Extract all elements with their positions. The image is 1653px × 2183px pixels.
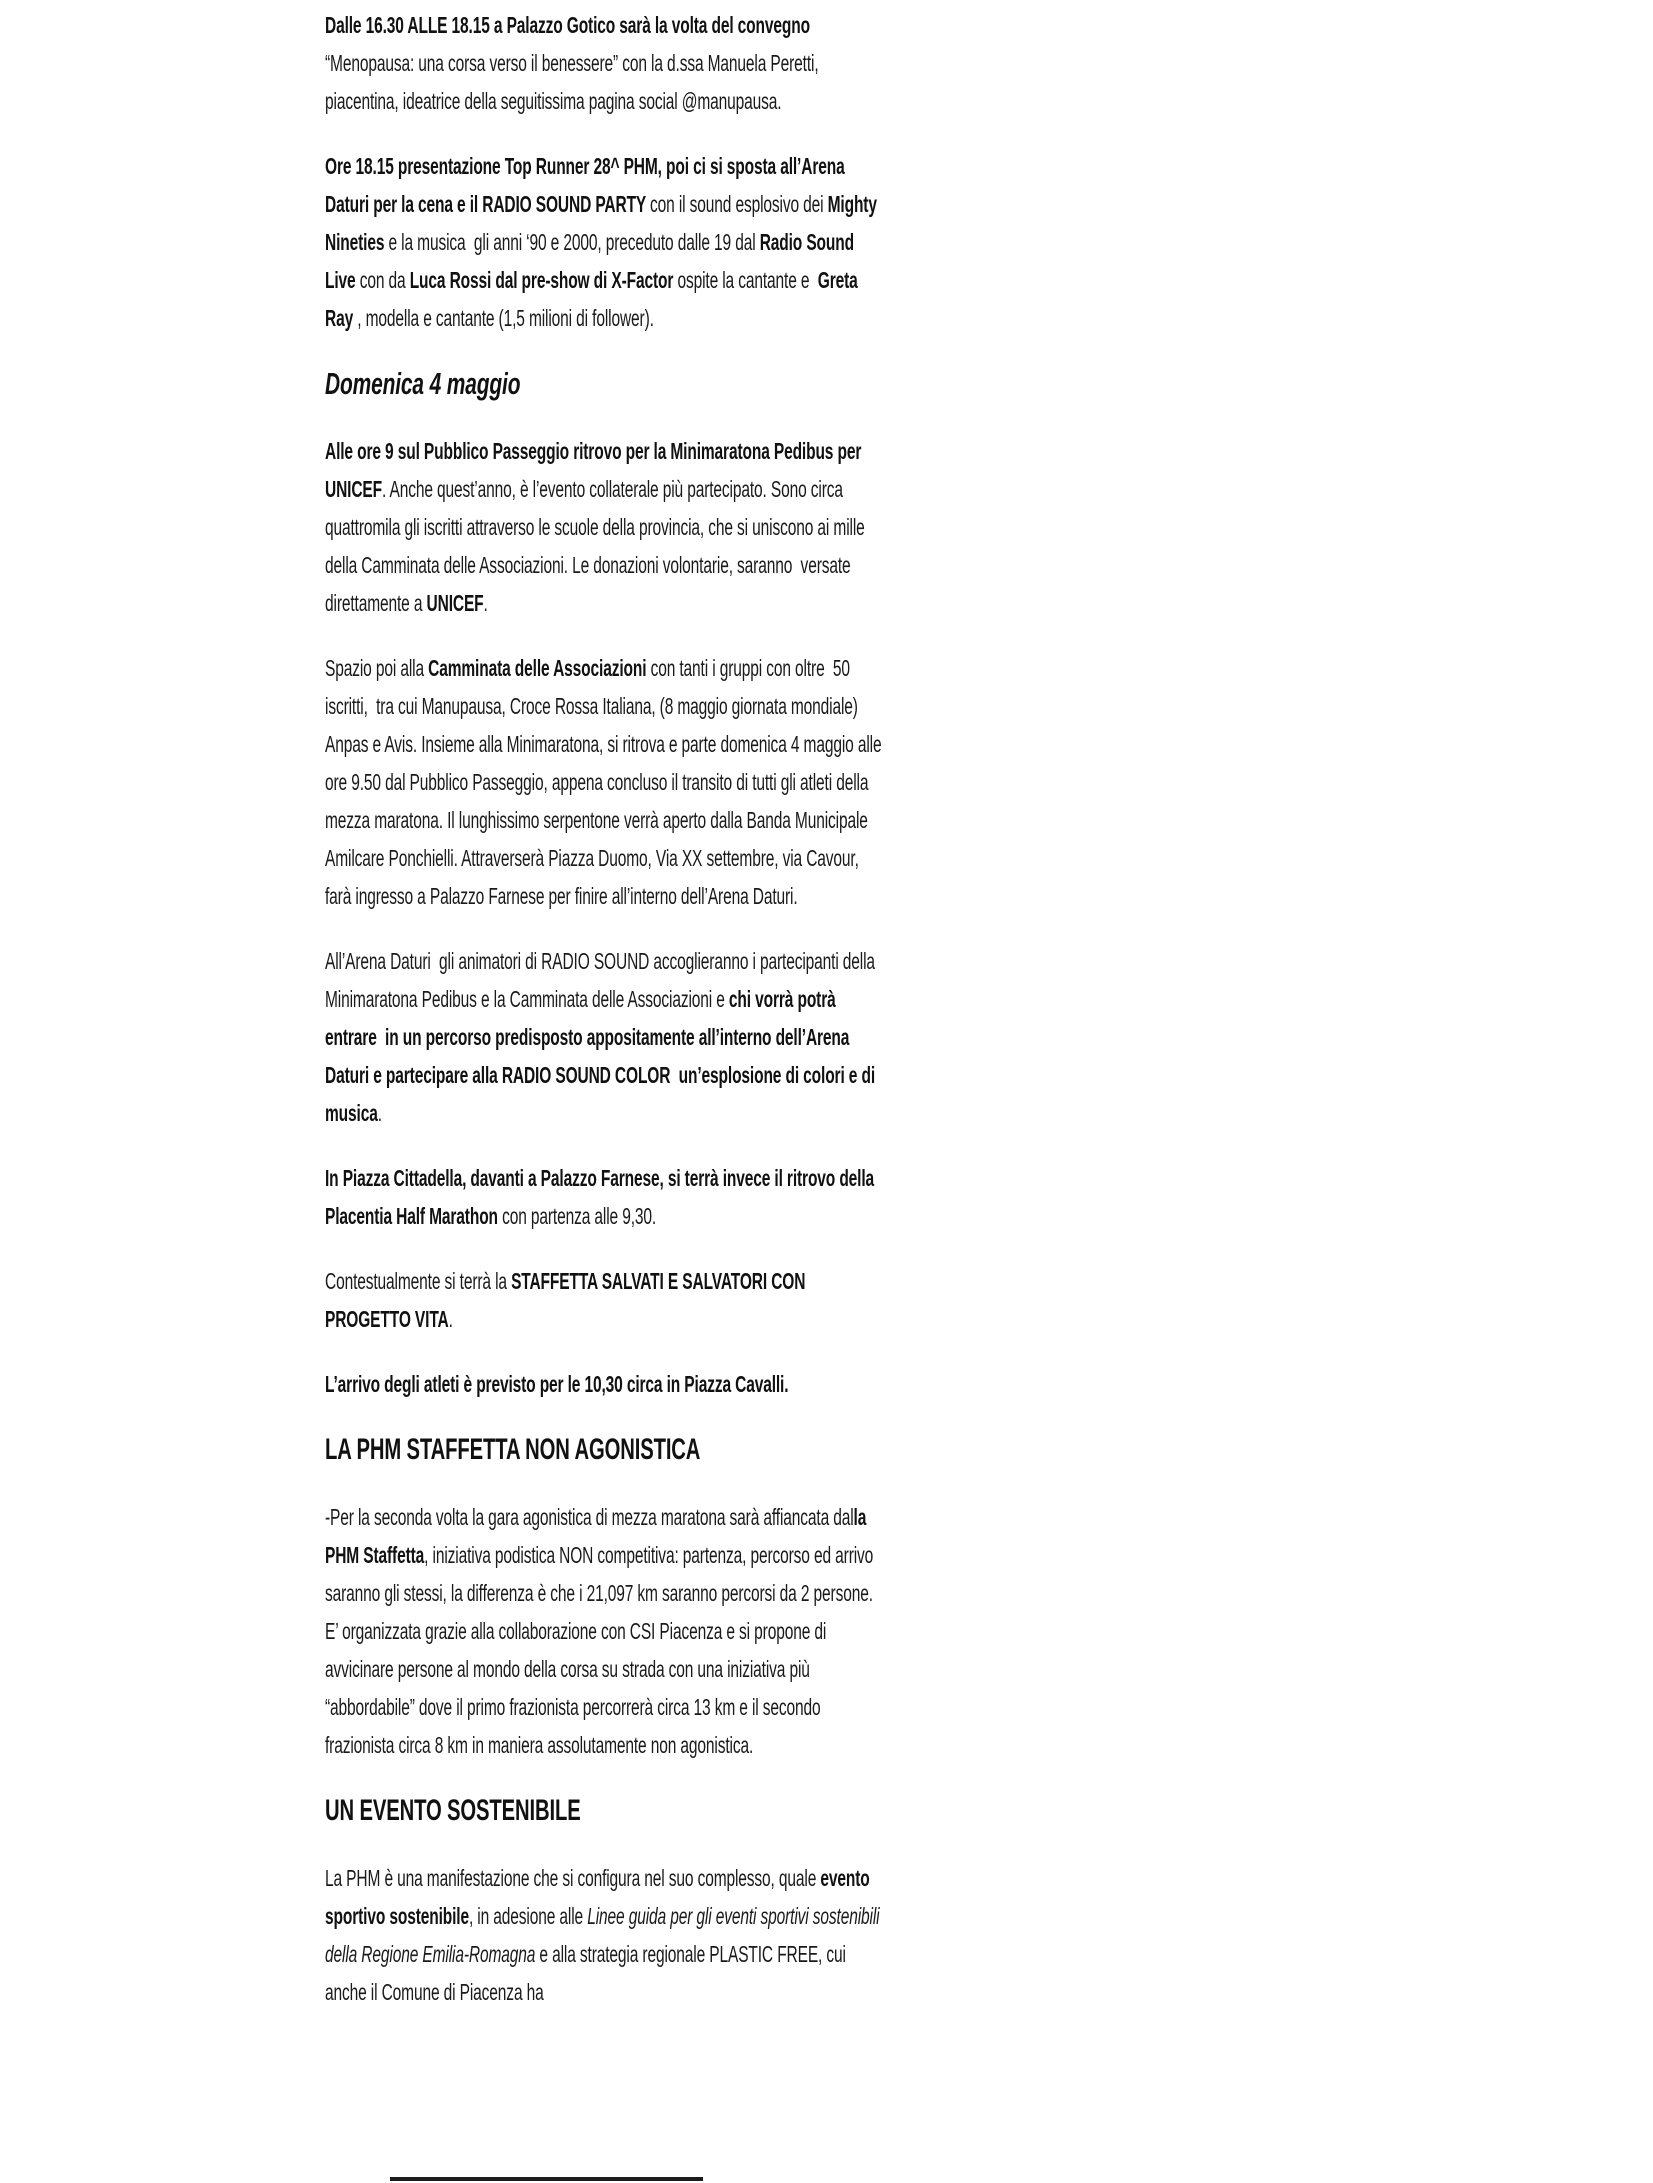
text-run: UN EVENTO SOSTENIBILE xyxy=(325,1794,581,1827)
paragraph xyxy=(325,1159,885,1235)
text-run: Radio Sound Live xyxy=(325,229,859,293)
paragraph xyxy=(325,147,885,337)
paragraph xyxy=(325,1262,885,1338)
text-run: LA PHM STAFFETTA NON AGONISTICA xyxy=(325,1433,701,1466)
text-run: . xyxy=(377,1100,382,1126)
paragraph xyxy=(325,942,885,1132)
paragraph xyxy=(325,1498,885,1764)
text-run: Luca Rossi dal pre-show di X-Factor xyxy=(409,267,674,293)
article-column xyxy=(325,6,885,2038)
text-run: Dalle 16.30 ALLE 18.15 a Palazzo Gotico sarà la volta del convegno xyxy=(325,12,815,38)
text-run: Mighty Nineties xyxy=(325,191,882,255)
text-run: UNICEF xyxy=(426,590,484,616)
text-run: Ore 18.15 presentazione Top Runner 28^ PHM, poi ci si sposta all’Arena Daturi per la cena e il RADIO SOUND PARTY xyxy=(325,153,849,217)
paragraph xyxy=(325,432,885,622)
paragraph xyxy=(325,6,885,120)
text-run: , in adesione alle xyxy=(468,1903,588,1929)
text-run: STAFFETTA SALVATI E SALVATORI CON PROGETTO VITA xyxy=(325,1268,810,1332)
text-run: evento sportivo sostenibile xyxy=(325,1865,874,1929)
text-run: la PHM Staffetta xyxy=(325,1504,871,1568)
day-heading xyxy=(325,364,885,404)
text-run: “Menopausa: una corsa verso il benessere” con la d.ssa Manuela Peretti, piacentina, ideatrice della seguitissima pagina social @manupausa. xyxy=(325,50,823,114)
paragraph xyxy=(325,1859,885,2011)
text-run: All’Arena Daturi gli animatori di RADIO SOUND accoglieranno i partecipanti della Minimaratona Pedibus e la Camminata delle Associazioni e xyxy=(325,948,880,1012)
text-run: Spazio poi alla xyxy=(325,655,429,681)
text-run: ospite la cantante e xyxy=(673,267,818,293)
text-run: In Piazza Cittadella, davanti a Palazzo Farnese, si terrà invece il ritrovo della Placentia Half Marathon xyxy=(325,1165,879,1229)
text-run: La PHM è una manifestazione che si configura nel suo complesso, quale xyxy=(325,1865,821,1891)
text-run: -Per la seconda volta la gara agonistica di mezza maratona sarà affiancata dal xyxy=(325,1504,854,1530)
text-run: Greta Ray xyxy=(325,267,862,331)
text-run: Linee guida per gli eventi sportivi sostenibili della Regione Emilia-Romagna xyxy=(325,1903,884,1967)
section-heading xyxy=(325,1791,885,1831)
paragraph xyxy=(325,649,885,915)
text-run: Camminata delle Associazioni xyxy=(428,655,647,681)
text-run: , iniziativa podistica NON competitiva: partenza, percorso ed arrivo saranno gli stessi, la differenza è che i 21,097 km saranno percorsi da 2 persone. E’ organizzata grazie alla collaborazione con CSI Piacenza e si propone di avvicinare persone al mondo della corsa su strada con una iniziativa più “abbordabile” dove il primo frazionista percorrerà circa 13 km e il secondo frazionista circa 8 km in maniera assolutamente non agonistica. xyxy=(325,1542,878,1758)
paragraph xyxy=(325,1365,885,1403)
section-heading xyxy=(325,1430,885,1470)
text-run: Alle ore 9 sul Pubblico Passeggio ritrovo per la Minimaratona Pedibus per UNICEF xyxy=(325,438,866,502)
text-run: e la musica gli anni ‘90 e 2000, preceduto dalle 19 dal xyxy=(384,229,760,255)
page-bottom-rule xyxy=(390,2177,703,2181)
text-run: Contestualmente si terrà la xyxy=(325,1268,512,1294)
text-run: . xyxy=(483,590,488,616)
text-run: con il sound esplosivo dei xyxy=(650,191,828,217)
text-run: Domenica 4 maggio xyxy=(325,366,521,401)
text-run: , modella e cantante (1,5 milioni di follower). xyxy=(353,305,654,331)
text-run: L’arrivo degli atleti è previsto per le 10,30 circa in Piazza Cavalli. xyxy=(325,1371,789,1397)
text-run: chi vorrà potrà entrare in un percorso predisposto appositamente all’interno dell’Arena Daturi e partecipare alla RADIO SOUND COLOR un’esplosione di colori e di musica xyxy=(325,986,880,1126)
text-run: con partenza alle 9,30. xyxy=(497,1203,657,1229)
text-run: con tanti i gruppi con oltre 50 iscritti, tra cui Manupausa, Croce Rossa Italiana, (8 maggio giornata mondiale) Anpas e Avis. Insieme alla Minimaratona, si ritrova e parte domenica 4 maggio alle ore 9.50 dal Pubblico Passeggio, appena concluso il transito di tutti gli atleti della mezza maratona. Il lunghissimo serpentone verrà aperto dalla Banda Municipale Amilcare Ponchielli. Attraverserà Piazza Duomo, Via XX settembre, via Cavour, farà ingresso a Palazzo Farnese per finire all’interno dell’Arena Daturi. xyxy=(325,655,886,909)
text-run: . xyxy=(448,1306,453,1332)
text-run: con da xyxy=(355,267,410,293)
text-run: e alla strategia regionale PLASTIC FREE, cui anche il Comune di Piacenza ha xyxy=(325,1941,851,2005)
text-run: . Anche quest’anno, è l’evento collaterale più partecipato. Sono circa quattromila gli iscritti attraverso le scuole della provincia, che si uniscono ai mille della Camminata delle Associazioni. Le donazioni volontarie, saranno versate direttamente a xyxy=(325,476,869,616)
